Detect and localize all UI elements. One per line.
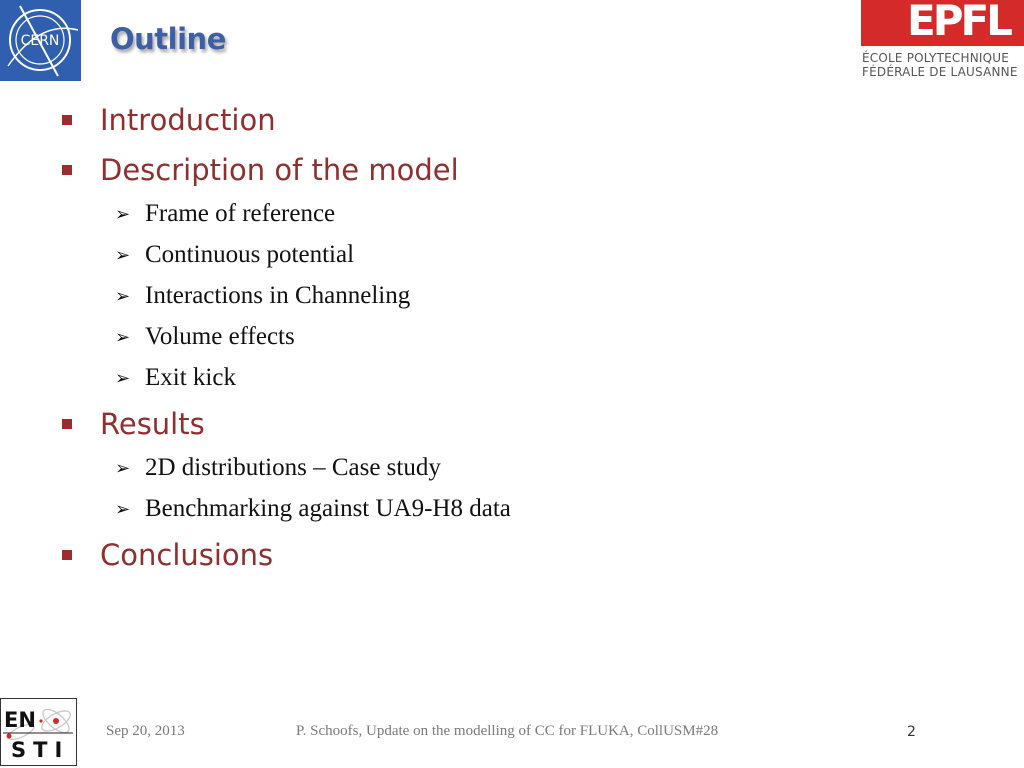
arrow-bullet-icon: ➢ — [115, 457, 131, 479]
outline-subitem-label: 2D distributions – Case study — [145, 454, 441, 481]
outline-item-results — [62, 404, 205, 444]
en-sti-logo-top: EN — [4, 708, 36, 732]
outline-item-label: Introduction — [100, 103, 276, 137]
slide-title: Outline — [110, 22, 226, 56]
square-bullet-icon — [62, 419, 72, 429]
outline-subitem — [115, 321, 295, 353]
square-bullet-icon — [62, 115, 72, 125]
outline-item-label: Results — [100, 407, 205, 441]
arrow-bullet-icon: ➢ — [115, 367, 131, 389]
epfl-wordmark: EPFL — [907, 0, 1010, 45]
outline-item-label: Conclusions — [100, 538, 274, 572]
outline-subitem — [115, 280, 410, 312]
cern-logo-text: CERN — [20, 33, 60, 49]
arrow-bullet-icon: ➢ — [115, 326, 131, 348]
arrow-bullet-icon: ➢ — [115, 244, 131, 266]
arrow-bullet-icon: ➢ — [115, 285, 131, 307]
square-bullet-icon — [62, 550, 72, 560]
outline-subitem-label: Exit kick — [145, 364, 236, 391]
outline-subitem-label: Frame of reference — [145, 200, 336, 227]
outline-subitem-label: Volume effects — [145, 323, 295, 350]
footer-caption: P. Schoofs, Update on the modelling of CC for FLUKA, CollUSM#28 — [296, 723, 719, 739]
outline-item-conclusions — [62, 535, 273, 575]
outline-subitem-label: Benchmarking against UA9-H8 data — [145, 495, 511, 522]
outline-subitem-label: Interactions in Channeling — [145, 282, 411, 309]
outline-subitem — [115, 198, 335, 230]
outline-subitem — [115, 452, 441, 484]
square-bullet-icon — [62, 165, 72, 175]
outline-item-introduction — [62, 100, 276, 140]
outline-subitem-label: Continuous potential — [145, 241, 355, 268]
footer-date: Sep 20, 2013 — [106, 723, 185, 739]
en-sti-logo-bottom: STI — [11, 738, 70, 762]
page-number: 2 — [907, 724, 916, 740]
outline-subitem — [115, 362, 236, 394]
arrow-bullet-icon: ➢ — [115, 498, 131, 520]
epfl-name-line2: FÉDÉRALE DE LAUSANNE — [862, 65, 1018, 79]
epfl-name-line1: ÉCOLE POLYTECHNIQUE — [862, 51, 1010, 65]
arrow-bullet-icon: ➢ — [115, 203, 131, 225]
outline-subitem — [115, 239, 354, 271]
outline-item-label: Description of the model — [100, 153, 459, 187]
outline-subitem — [115, 493, 511, 525]
en-sti-logo — [0, 698, 77, 766]
outline-item-description — [62, 150, 459, 190]
